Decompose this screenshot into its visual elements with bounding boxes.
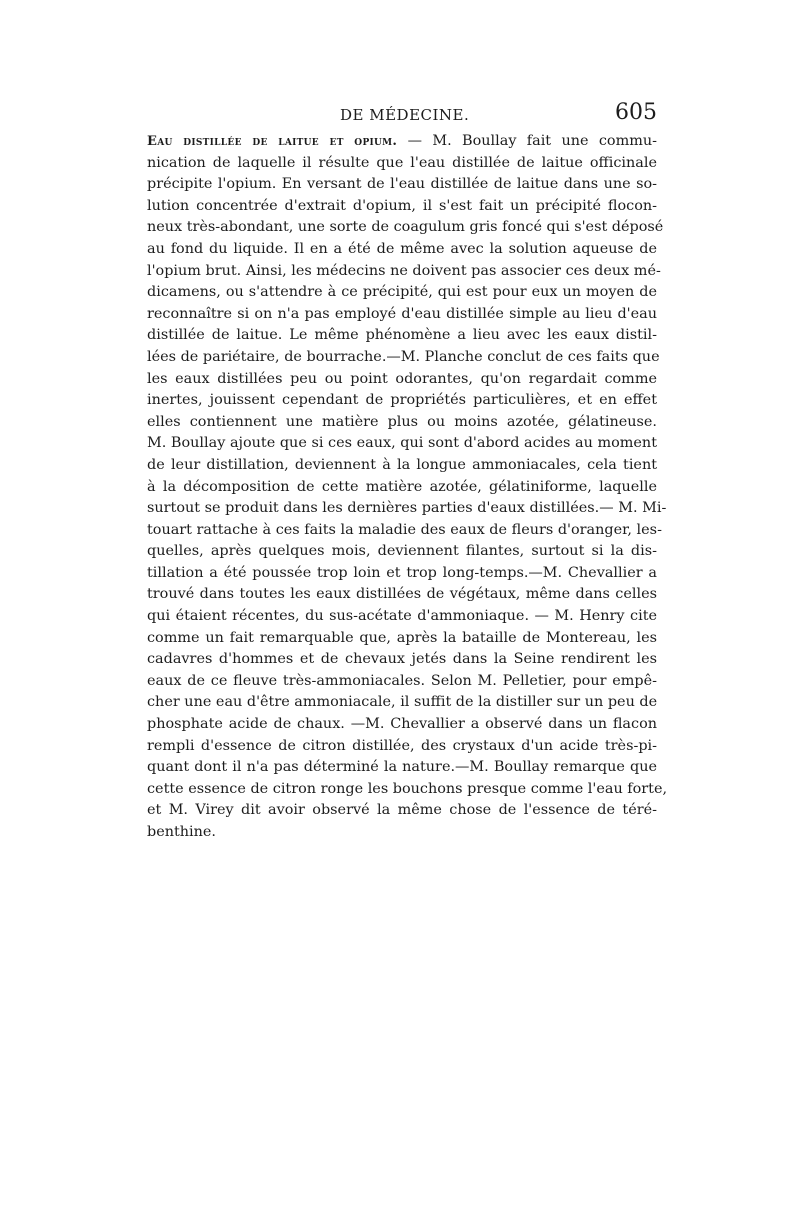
text-line: tillation a été poussée trop loin et trop long-temps.—M. Chevallier a: [147, 564, 657, 581]
text-line: dicamens, ou s'attendre à ce précipité, qui est pour eux un moyen de: [147, 284, 657, 301]
page-number: 605: [615, 100, 657, 125]
text-line: quant dont il n'a pas déterminé la nature.—M. Boullay remarque que: [147, 759, 657, 776]
text-line: cette essence de citron ronge les bouchons presque comme l'eau forte,: [147, 780, 668, 797]
text-line: surtout se produit dans les dernières parties d'eaux distillées.— M. Mi-: [147, 500, 667, 517]
text-line: à la décomposition de cette matière azotée, gélatiniforme, laquelle: [147, 478, 657, 495]
text-line: l'opium brut. Ainsi, les médecins ne doivent pas associer ces deux mé-: [147, 262, 661, 279]
text-line: qui étaient récentes, du sus-acétate d'ammoniaque. — M. Henry cite: [147, 608, 657, 625]
text-line: elles contiennent une matière plus ou moins azotée, gélatineuse.: [147, 413, 657, 430]
text-line: et M. Virey dit avoir observé la même chose de l'essence de téré-: [147, 802, 657, 819]
text-line: rempli d'essence de citron distillée, des crystaux d'un acide très-pi-: [147, 737, 657, 754]
article-lead-in: Eau distillée de laitue et opium.: [147, 134, 398, 149]
text-line: neux très-abondant, une sorte de coagulum gris foncé qui s'est déposé: [147, 219, 664, 236]
running-head-title: DE MÉDECINE.: [340, 106, 470, 124]
text-line: lées de pariétaire, de bourrache.—M. Planche conclut de ces faits que: [147, 348, 660, 365]
text-line: précipite l'opium. En versant de l'eau distillée de laitue dans une so-: [147, 176, 657, 193]
text-line: cadavres d'hommes et de chevaux jetés dans la Seine rendirent les: [147, 651, 657, 668]
text-line-content: — M. Boullay fait une commu-: [397, 133, 657, 149]
text-line: comme un fait remarquable que, après la bataille de Montereau, les: [147, 629, 657, 646]
text-line: au fond du liquide. Il en a été de même avec la solution aqueuse de: [147, 240, 657, 257]
text-line: phosphate acide de chaux. —M. Chevallier a observé dans un flacon: [147, 716, 657, 733]
article-paragraph: [147, 131, 668, 844]
text-line: distillée de laitue. Le même phénomène a lieu avec les eaux distil-: [147, 327, 657, 344]
text-line: M. Boullay ajoute que si ces eaux, qui sont d'abord acides au moment: [147, 435, 657, 452]
text-line: [147, 131, 657, 153]
text-line: eaux de ce fleuve très-ammoniacales. Selon M. Pelletier, pour empê-: [147, 672, 657, 689]
text-line: quelles, après quelques mois, deviennent filantes, surtout si la dis-: [147, 543, 657, 560]
text-line: benthine.: [147, 824, 217, 840]
running-head: [145, 100, 657, 130]
text-line: cher une eau d'être ammoniacale, il suffit de la distiller sur un peu de: [147, 694, 658, 711]
text-line: nication de laquelle il résulte que l'eau distillée de laitue officinale: [147, 154, 657, 171]
text-line: touart rattache à ces faits la maladie des eaux de fleurs d'oranger, les-: [147, 521, 662, 538]
text-line: inertes, jouissent cependant de propriétés particulières, et en effet: [147, 392, 657, 409]
text-line: reconnaître si on n'a pas employé d'eau distillée simple au lieu d'eau: [147, 305, 657, 322]
text-line: de leur distillation, deviennent à la longue ammoniacales, cela tient: [147, 456, 657, 473]
text-line: les eaux distillées peu ou point odorantes, qu'on regardait comme: [147, 370, 657, 387]
text-line: trouvé dans toutes les eaux distillées de végétaux, même dans celles: [147, 586, 657, 603]
text-line: lution concentrée d'extrait d'opium, il s'est fait un précipité flocon-: [147, 197, 657, 214]
